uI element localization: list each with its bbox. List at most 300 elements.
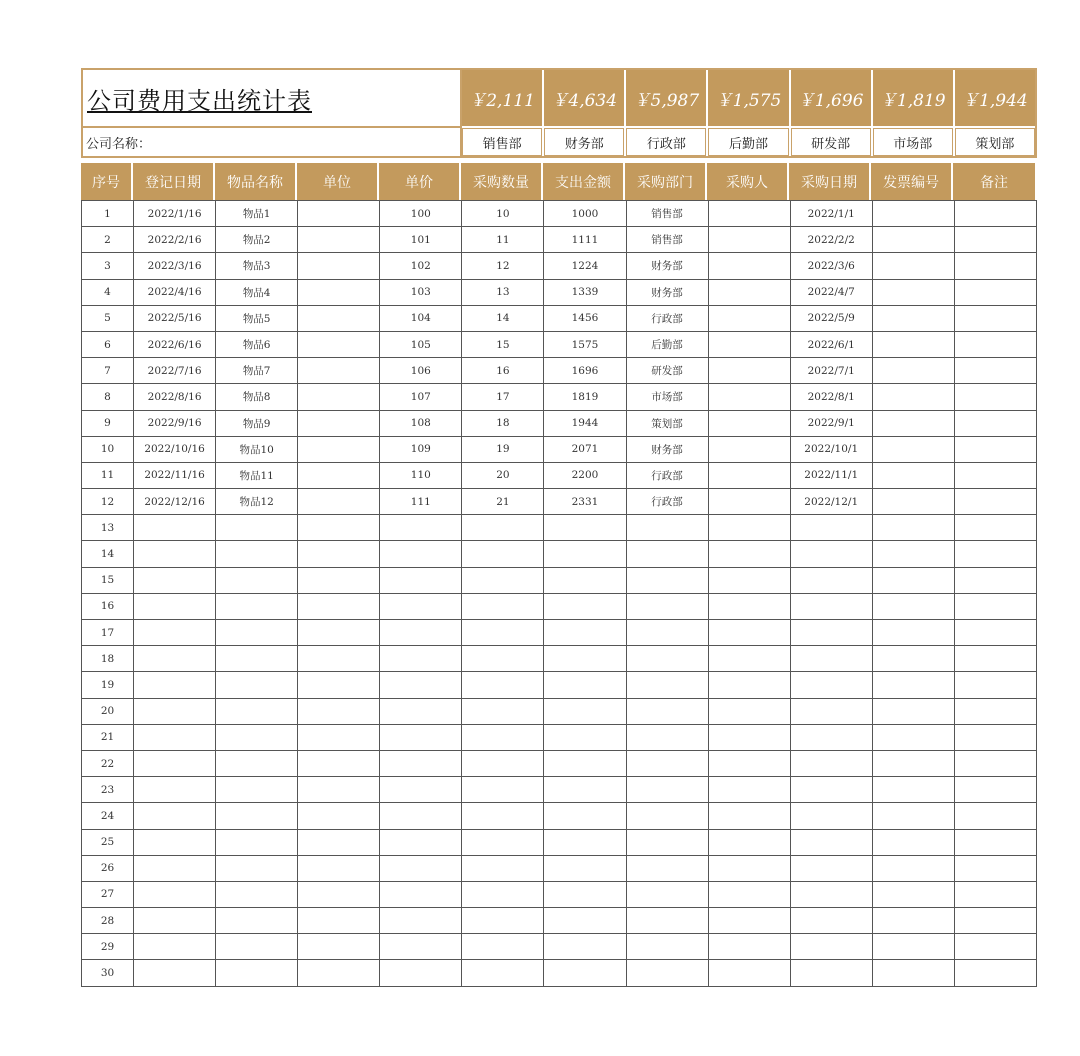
table-cell[interactable]: 财务部 — [626, 253, 708, 279]
column-header[interactable]: 备注 — [953, 163, 1035, 200]
table-cell[interactable] — [708, 672, 790, 698]
table-cell[interactable] — [708, 410, 790, 436]
table-cell[interactable] — [790, 855, 872, 881]
table-cell[interactable] — [462, 934, 544, 960]
table-cell[interactable]: 102 — [380, 253, 462, 279]
table-cell[interactable] — [298, 881, 380, 907]
table-cell[interactable]: 1111 — [544, 227, 626, 253]
table-cell[interactable]: 16 — [462, 358, 544, 384]
table-cell[interactable]: 策划部 — [626, 410, 708, 436]
table-cell[interactable]: 2022/7/1 — [790, 358, 872, 384]
table-cell[interactable]: 23 — [82, 777, 134, 803]
table-cell[interactable] — [626, 698, 708, 724]
table-cell[interactable] — [954, 410, 1036, 436]
table-cell[interactable] — [298, 960, 380, 986]
table-cell[interactable] — [872, 724, 954, 750]
table-cell[interactable] — [298, 934, 380, 960]
table-cell[interactable] — [954, 593, 1036, 619]
table-cell[interactable] — [872, 908, 954, 934]
table-cell[interactable] — [954, 227, 1036, 253]
table-cell[interactable] — [462, 672, 544, 698]
table-cell[interactable] — [708, 489, 790, 515]
table-cell[interactable] — [298, 829, 380, 855]
table-cell[interactable]: 1224 — [544, 253, 626, 279]
table-cell[interactable]: 1339 — [544, 279, 626, 305]
table-cell[interactable]: 21 — [462, 489, 544, 515]
table-cell[interactable] — [626, 829, 708, 855]
table-cell[interactable]: 13 — [82, 515, 134, 541]
table-cell[interactable] — [298, 777, 380, 803]
table-cell[interactable]: 3 — [82, 253, 134, 279]
table-cell[interactable] — [708, 515, 790, 541]
table-cell[interactable] — [872, 777, 954, 803]
table-cell[interactable]: 111 — [380, 489, 462, 515]
table-cell[interactable] — [462, 829, 544, 855]
table-cell[interactable] — [954, 620, 1036, 646]
table-cell[interactable]: 103 — [380, 279, 462, 305]
table-cell[interactable] — [708, 305, 790, 331]
table-cell[interactable] — [216, 567, 298, 593]
table-cell[interactable] — [708, 201, 790, 227]
table-cell[interactable] — [380, 777, 462, 803]
table-cell[interactable]: 2022/7/16 — [134, 358, 216, 384]
table-cell[interactable] — [380, 515, 462, 541]
table-cell[interactable] — [790, 698, 872, 724]
column-header[interactable]: 登记日期 — [133, 163, 215, 200]
table-cell[interactable]: 财务部 — [626, 436, 708, 462]
column-header[interactable]: 采购日期 — [789, 163, 871, 200]
table-cell[interactable] — [544, 777, 626, 803]
table-cell[interactable] — [216, 908, 298, 934]
column-header[interactable]: 采购数量 — [461, 163, 543, 200]
column-header[interactable]: 单价 — [379, 163, 461, 200]
table-cell[interactable] — [954, 567, 1036, 593]
table-cell[interactable] — [134, 881, 216, 907]
table-cell[interactable] — [626, 593, 708, 619]
table-cell[interactable] — [626, 934, 708, 960]
department-amount[interactable]: ￥1,819 — [873, 70, 953, 128]
table-cell[interactable] — [134, 934, 216, 960]
table-cell[interactable] — [380, 855, 462, 881]
table-cell[interactable] — [872, 620, 954, 646]
table-cell[interactable] — [462, 567, 544, 593]
table-cell[interactable] — [380, 934, 462, 960]
table-cell[interactable] — [708, 227, 790, 253]
table-cell[interactable] — [708, 567, 790, 593]
table-cell[interactable] — [708, 855, 790, 881]
table-cell[interactable] — [954, 384, 1036, 410]
table-cell[interactable] — [708, 541, 790, 567]
table-cell[interactable]: 2022/8/1 — [790, 384, 872, 410]
table-cell[interactable] — [708, 384, 790, 410]
table-cell[interactable]: 2022/10/1 — [790, 436, 872, 462]
table-cell[interactable] — [380, 541, 462, 567]
department-name[interactable]: 行政部 — [626, 128, 706, 156]
table-cell[interactable] — [626, 515, 708, 541]
table-cell[interactable]: 104 — [380, 305, 462, 331]
table-cell[interactable] — [872, 436, 954, 462]
table-cell[interactable] — [462, 750, 544, 776]
table-cell[interactable] — [872, 646, 954, 672]
table-cell[interactable] — [790, 541, 872, 567]
table-cell[interactable] — [298, 541, 380, 567]
table-cell[interactable]: 2022/2/16 — [134, 227, 216, 253]
table-cell[interactable] — [134, 803, 216, 829]
column-header[interactable]: 发票编号 — [871, 163, 953, 200]
table-cell[interactable] — [544, 567, 626, 593]
column-header[interactable]: 采购部门 — [625, 163, 707, 200]
table-cell[interactable] — [708, 698, 790, 724]
department-amount[interactable]: ￥1,575 — [708, 70, 788, 128]
department-name[interactable]: 财务部 — [544, 128, 624, 156]
table-cell[interactable] — [544, 541, 626, 567]
table-cell[interactable] — [790, 934, 872, 960]
table-cell[interactable] — [216, 515, 298, 541]
table-cell[interactable] — [708, 620, 790, 646]
table-cell[interactable] — [298, 201, 380, 227]
table-cell[interactable] — [298, 384, 380, 410]
company-name-cell[interactable]: 公司名称： — [83, 128, 462, 156]
table-cell[interactable] — [544, 750, 626, 776]
table-cell[interactable]: 1575 — [544, 331, 626, 357]
table-cell[interactable] — [298, 724, 380, 750]
table-cell[interactable]: 1944 — [544, 410, 626, 436]
table-cell[interactable] — [626, 908, 708, 934]
table-cell[interactable] — [544, 724, 626, 750]
table-cell[interactable]: 26 — [82, 855, 134, 881]
table-cell[interactable]: 12 — [462, 253, 544, 279]
table-cell[interactable] — [790, 803, 872, 829]
department-amount[interactable]: ￥1,696 — [791, 70, 871, 128]
table-cell[interactable] — [790, 515, 872, 541]
table-cell[interactable] — [298, 698, 380, 724]
table-cell[interactable] — [626, 567, 708, 593]
table-cell[interactable] — [298, 750, 380, 776]
department-amount[interactable]: ￥1,944 — [955, 70, 1035, 128]
table-cell[interactable] — [462, 698, 544, 724]
table-cell[interactable] — [872, 593, 954, 619]
table-cell[interactable] — [626, 724, 708, 750]
table-cell[interactable] — [134, 750, 216, 776]
table-cell[interactable] — [298, 462, 380, 488]
table-cell[interactable] — [872, 803, 954, 829]
table-cell[interactable] — [626, 646, 708, 672]
table-cell[interactable]: 105 — [380, 331, 462, 357]
table-cell[interactable] — [544, 672, 626, 698]
table-cell[interactable]: 18 — [82, 646, 134, 672]
table-cell[interactable] — [216, 620, 298, 646]
table-cell[interactable]: 2331 — [544, 489, 626, 515]
table-cell[interactable] — [380, 646, 462, 672]
table-cell[interactable] — [134, 541, 216, 567]
table-cell[interactable]: 2022/5/9 — [790, 305, 872, 331]
table-cell[interactable] — [298, 672, 380, 698]
table-cell[interactable]: 110 — [380, 462, 462, 488]
table-cell[interactable] — [708, 279, 790, 305]
table-cell[interactable] — [216, 829, 298, 855]
table-cell[interactable] — [708, 724, 790, 750]
table-cell[interactable] — [298, 803, 380, 829]
table-cell[interactable] — [134, 724, 216, 750]
table-cell[interactable] — [872, 305, 954, 331]
table-cell[interactable] — [380, 593, 462, 619]
table-cell[interactable] — [380, 698, 462, 724]
table-cell[interactable] — [216, 881, 298, 907]
table-cell[interactable] — [462, 803, 544, 829]
department-name[interactable]: 销售部 — [462, 128, 542, 156]
table-cell[interactable] — [298, 305, 380, 331]
table-cell[interactable] — [790, 881, 872, 907]
table-cell[interactable] — [298, 358, 380, 384]
table-cell[interactable] — [708, 750, 790, 776]
table-cell[interactable] — [462, 777, 544, 803]
table-cell[interactable] — [134, 672, 216, 698]
table-cell[interactable] — [298, 253, 380, 279]
table-cell[interactable] — [790, 672, 872, 698]
table-cell[interactable] — [708, 253, 790, 279]
table-cell[interactable]: 行政部 — [626, 305, 708, 331]
table-cell[interactable] — [708, 331, 790, 357]
table-cell[interactable] — [954, 803, 1036, 829]
table-cell[interactable]: 17 — [82, 620, 134, 646]
table-cell[interactable] — [954, 829, 1036, 855]
table-cell[interactable] — [134, 567, 216, 593]
table-cell[interactable] — [954, 724, 1036, 750]
table-cell[interactable]: 1 — [82, 201, 134, 227]
table-cell[interactable]: 100 — [380, 201, 462, 227]
table-cell[interactable] — [708, 646, 790, 672]
table-cell[interactable] — [708, 881, 790, 907]
table-cell[interactable]: 107 — [380, 384, 462, 410]
table-cell[interactable]: 109 — [380, 436, 462, 462]
table-cell[interactable] — [298, 515, 380, 541]
table-cell[interactable]: 2022/4/7 — [790, 279, 872, 305]
table-cell[interactable]: 2022/9/16 — [134, 410, 216, 436]
table-cell[interactable]: 5 — [82, 305, 134, 331]
table-cell[interactable] — [134, 829, 216, 855]
table-cell[interactable] — [872, 698, 954, 724]
table-cell[interactable] — [708, 829, 790, 855]
table-cell[interactable]: 物品5 — [216, 305, 298, 331]
table-cell[interactable]: 21 — [82, 724, 134, 750]
table-cell[interactable]: 1456 — [544, 305, 626, 331]
table-cell[interactable]: 2022/2/2 — [790, 227, 872, 253]
table-cell[interactable] — [134, 855, 216, 881]
table-cell[interactable] — [462, 646, 544, 672]
table-cell[interactable] — [544, 855, 626, 881]
table-cell[interactable]: 27 — [82, 881, 134, 907]
table-cell[interactable]: 物品10 — [216, 436, 298, 462]
table-cell[interactable]: 106 — [380, 358, 462, 384]
table-cell[interactable] — [462, 593, 544, 619]
table-cell[interactable] — [134, 515, 216, 541]
table-cell[interactable] — [872, 279, 954, 305]
table-cell[interactable] — [790, 620, 872, 646]
table-cell[interactable] — [544, 646, 626, 672]
table-cell[interactable] — [872, 227, 954, 253]
table-cell[interactable] — [380, 750, 462, 776]
table-cell[interactable]: 2022/6/16 — [134, 331, 216, 357]
table-cell[interactable]: 101 — [380, 227, 462, 253]
table-cell[interactable]: 2022/11/1 — [790, 462, 872, 488]
table-cell[interactable] — [216, 646, 298, 672]
table-cell[interactable] — [626, 881, 708, 907]
table-cell[interactable]: 1000 — [544, 201, 626, 227]
table-cell[interactable] — [626, 620, 708, 646]
table-cell[interactable] — [954, 646, 1036, 672]
table-cell[interactable]: 25 — [82, 829, 134, 855]
table-cell[interactable] — [216, 541, 298, 567]
table-cell[interactable]: 2022/5/16 — [134, 305, 216, 331]
table-cell[interactable] — [872, 960, 954, 986]
table-cell[interactable] — [544, 934, 626, 960]
table-cell[interactable]: 16 — [82, 593, 134, 619]
table-cell[interactable]: 8 — [82, 384, 134, 410]
table-cell[interactable] — [872, 358, 954, 384]
table-cell[interactable] — [216, 960, 298, 986]
table-cell[interactable]: 1819 — [544, 384, 626, 410]
table-cell[interactable] — [626, 803, 708, 829]
table-cell[interactable]: 行政部 — [626, 489, 708, 515]
table-cell[interactable] — [708, 934, 790, 960]
table-cell[interactable]: 15 — [82, 567, 134, 593]
table-cell[interactable]: 2022/4/16 — [134, 279, 216, 305]
table-cell[interactable] — [216, 672, 298, 698]
table-cell[interactable]: 财务部 — [626, 279, 708, 305]
table-cell[interactable] — [298, 855, 380, 881]
table-cell[interactable]: 2022/3/16 — [134, 253, 216, 279]
table-cell[interactable]: 28 — [82, 908, 134, 934]
table-cell[interactable] — [298, 908, 380, 934]
table-cell[interactable] — [544, 593, 626, 619]
table-cell[interactable] — [872, 567, 954, 593]
table-cell[interactable] — [626, 960, 708, 986]
table-cell[interactable] — [708, 436, 790, 462]
table-cell[interactable] — [872, 541, 954, 567]
table-cell[interactable] — [954, 358, 1036, 384]
table-cell[interactable]: 9 — [82, 410, 134, 436]
table-cell[interactable] — [134, 698, 216, 724]
table-cell[interactable] — [134, 593, 216, 619]
table-cell[interactable]: 24 — [82, 803, 134, 829]
table-cell[interactable] — [954, 750, 1036, 776]
table-cell[interactable] — [954, 855, 1036, 881]
table-cell[interactable]: 6 — [82, 331, 134, 357]
column-header[interactable]: 物品名称 — [215, 163, 297, 200]
table-cell[interactable] — [954, 960, 1036, 986]
table-cell[interactable] — [708, 908, 790, 934]
table-cell[interactable] — [298, 646, 380, 672]
table-cell[interactable]: 20 — [462, 462, 544, 488]
table-cell[interactable] — [790, 908, 872, 934]
table-cell[interactable]: 物品3 — [216, 253, 298, 279]
table-cell[interactable] — [298, 331, 380, 357]
department-amount[interactable]: ￥2,111 — [462, 70, 542, 128]
department-name[interactable]: 研发部 — [791, 128, 871, 156]
table-cell[interactable] — [872, 881, 954, 907]
table-cell[interactable] — [954, 331, 1036, 357]
table-cell[interactable] — [954, 515, 1036, 541]
table-cell[interactable]: 29 — [82, 934, 134, 960]
table-cell[interactable] — [872, 934, 954, 960]
table-cell[interactable]: 物品2 — [216, 227, 298, 253]
table-cell[interactable] — [626, 777, 708, 803]
table-cell[interactable] — [462, 855, 544, 881]
table-cell[interactable]: 物品12 — [216, 489, 298, 515]
table-cell[interactable] — [462, 541, 544, 567]
table-cell[interactable]: 销售部 — [626, 201, 708, 227]
table-cell[interactable] — [298, 436, 380, 462]
table-cell[interactable]: 10 — [82, 436, 134, 462]
table-cell[interactable] — [380, 672, 462, 698]
table-cell[interactable]: 2022/12/1 — [790, 489, 872, 515]
table-cell[interactable]: 1696 — [544, 358, 626, 384]
table-cell[interactable] — [134, 620, 216, 646]
table-cell[interactable] — [954, 908, 1036, 934]
table-cell[interactable]: 物品6 — [216, 331, 298, 357]
table-cell[interactable]: 2022/3/6 — [790, 253, 872, 279]
table-cell[interactable] — [462, 515, 544, 541]
table-cell[interactable] — [872, 855, 954, 881]
table-cell[interactable] — [216, 803, 298, 829]
table-cell[interactable]: 物品4 — [216, 279, 298, 305]
table-cell[interactable]: 2022/12/16 — [134, 489, 216, 515]
table-cell[interactable] — [708, 803, 790, 829]
title-cell[interactable] — [83, 70, 462, 128]
column-header[interactable]: 采购人 — [707, 163, 789, 200]
table-cell[interactable]: 2022/6/1 — [790, 331, 872, 357]
table-cell[interactable] — [298, 489, 380, 515]
table-cell[interactable] — [708, 593, 790, 619]
table-cell[interactable]: 2022/11/16 — [134, 462, 216, 488]
table-cell[interactable] — [872, 331, 954, 357]
table-cell[interactable]: 19 — [462, 436, 544, 462]
table-cell[interactable] — [544, 803, 626, 829]
table-cell[interactable]: 行政部 — [626, 462, 708, 488]
table-cell[interactable]: 后勤部 — [626, 331, 708, 357]
table-cell[interactable] — [298, 279, 380, 305]
table-cell[interactable] — [954, 201, 1036, 227]
table-cell[interactable]: 4 — [82, 279, 134, 305]
table-cell[interactable] — [790, 593, 872, 619]
table-cell[interactable] — [544, 698, 626, 724]
table-cell[interactable]: 7 — [82, 358, 134, 384]
table-cell[interactable] — [216, 698, 298, 724]
table-cell[interactable] — [790, 646, 872, 672]
table-cell[interactable]: 15 — [462, 331, 544, 357]
table-cell[interactable] — [462, 908, 544, 934]
table-cell[interactable]: 2022/9/1 — [790, 410, 872, 436]
table-cell[interactable]: 研发部 — [626, 358, 708, 384]
table-cell[interactable] — [954, 777, 1036, 803]
table-cell[interactable] — [954, 541, 1036, 567]
table-cell[interactable] — [708, 462, 790, 488]
table-cell[interactable]: 物品11 — [216, 462, 298, 488]
column-header[interactable]: 序号 — [81, 163, 133, 200]
table-cell[interactable] — [216, 593, 298, 619]
table-cell[interactable]: 10 — [462, 201, 544, 227]
table-cell[interactable]: 11 — [82, 462, 134, 488]
table-cell[interactable] — [790, 777, 872, 803]
department-amount[interactable]: ￥4,634 — [544, 70, 624, 128]
table-cell[interactable] — [380, 620, 462, 646]
table-cell[interactable]: 14 — [82, 541, 134, 567]
table-cell[interactable]: 14 — [462, 305, 544, 331]
table-cell[interactable] — [216, 855, 298, 881]
table-cell[interactable]: 物品8 — [216, 384, 298, 410]
table-cell[interactable] — [380, 829, 462, 855]
table-cell[interactable] — [954, 881, 1036, 907]
